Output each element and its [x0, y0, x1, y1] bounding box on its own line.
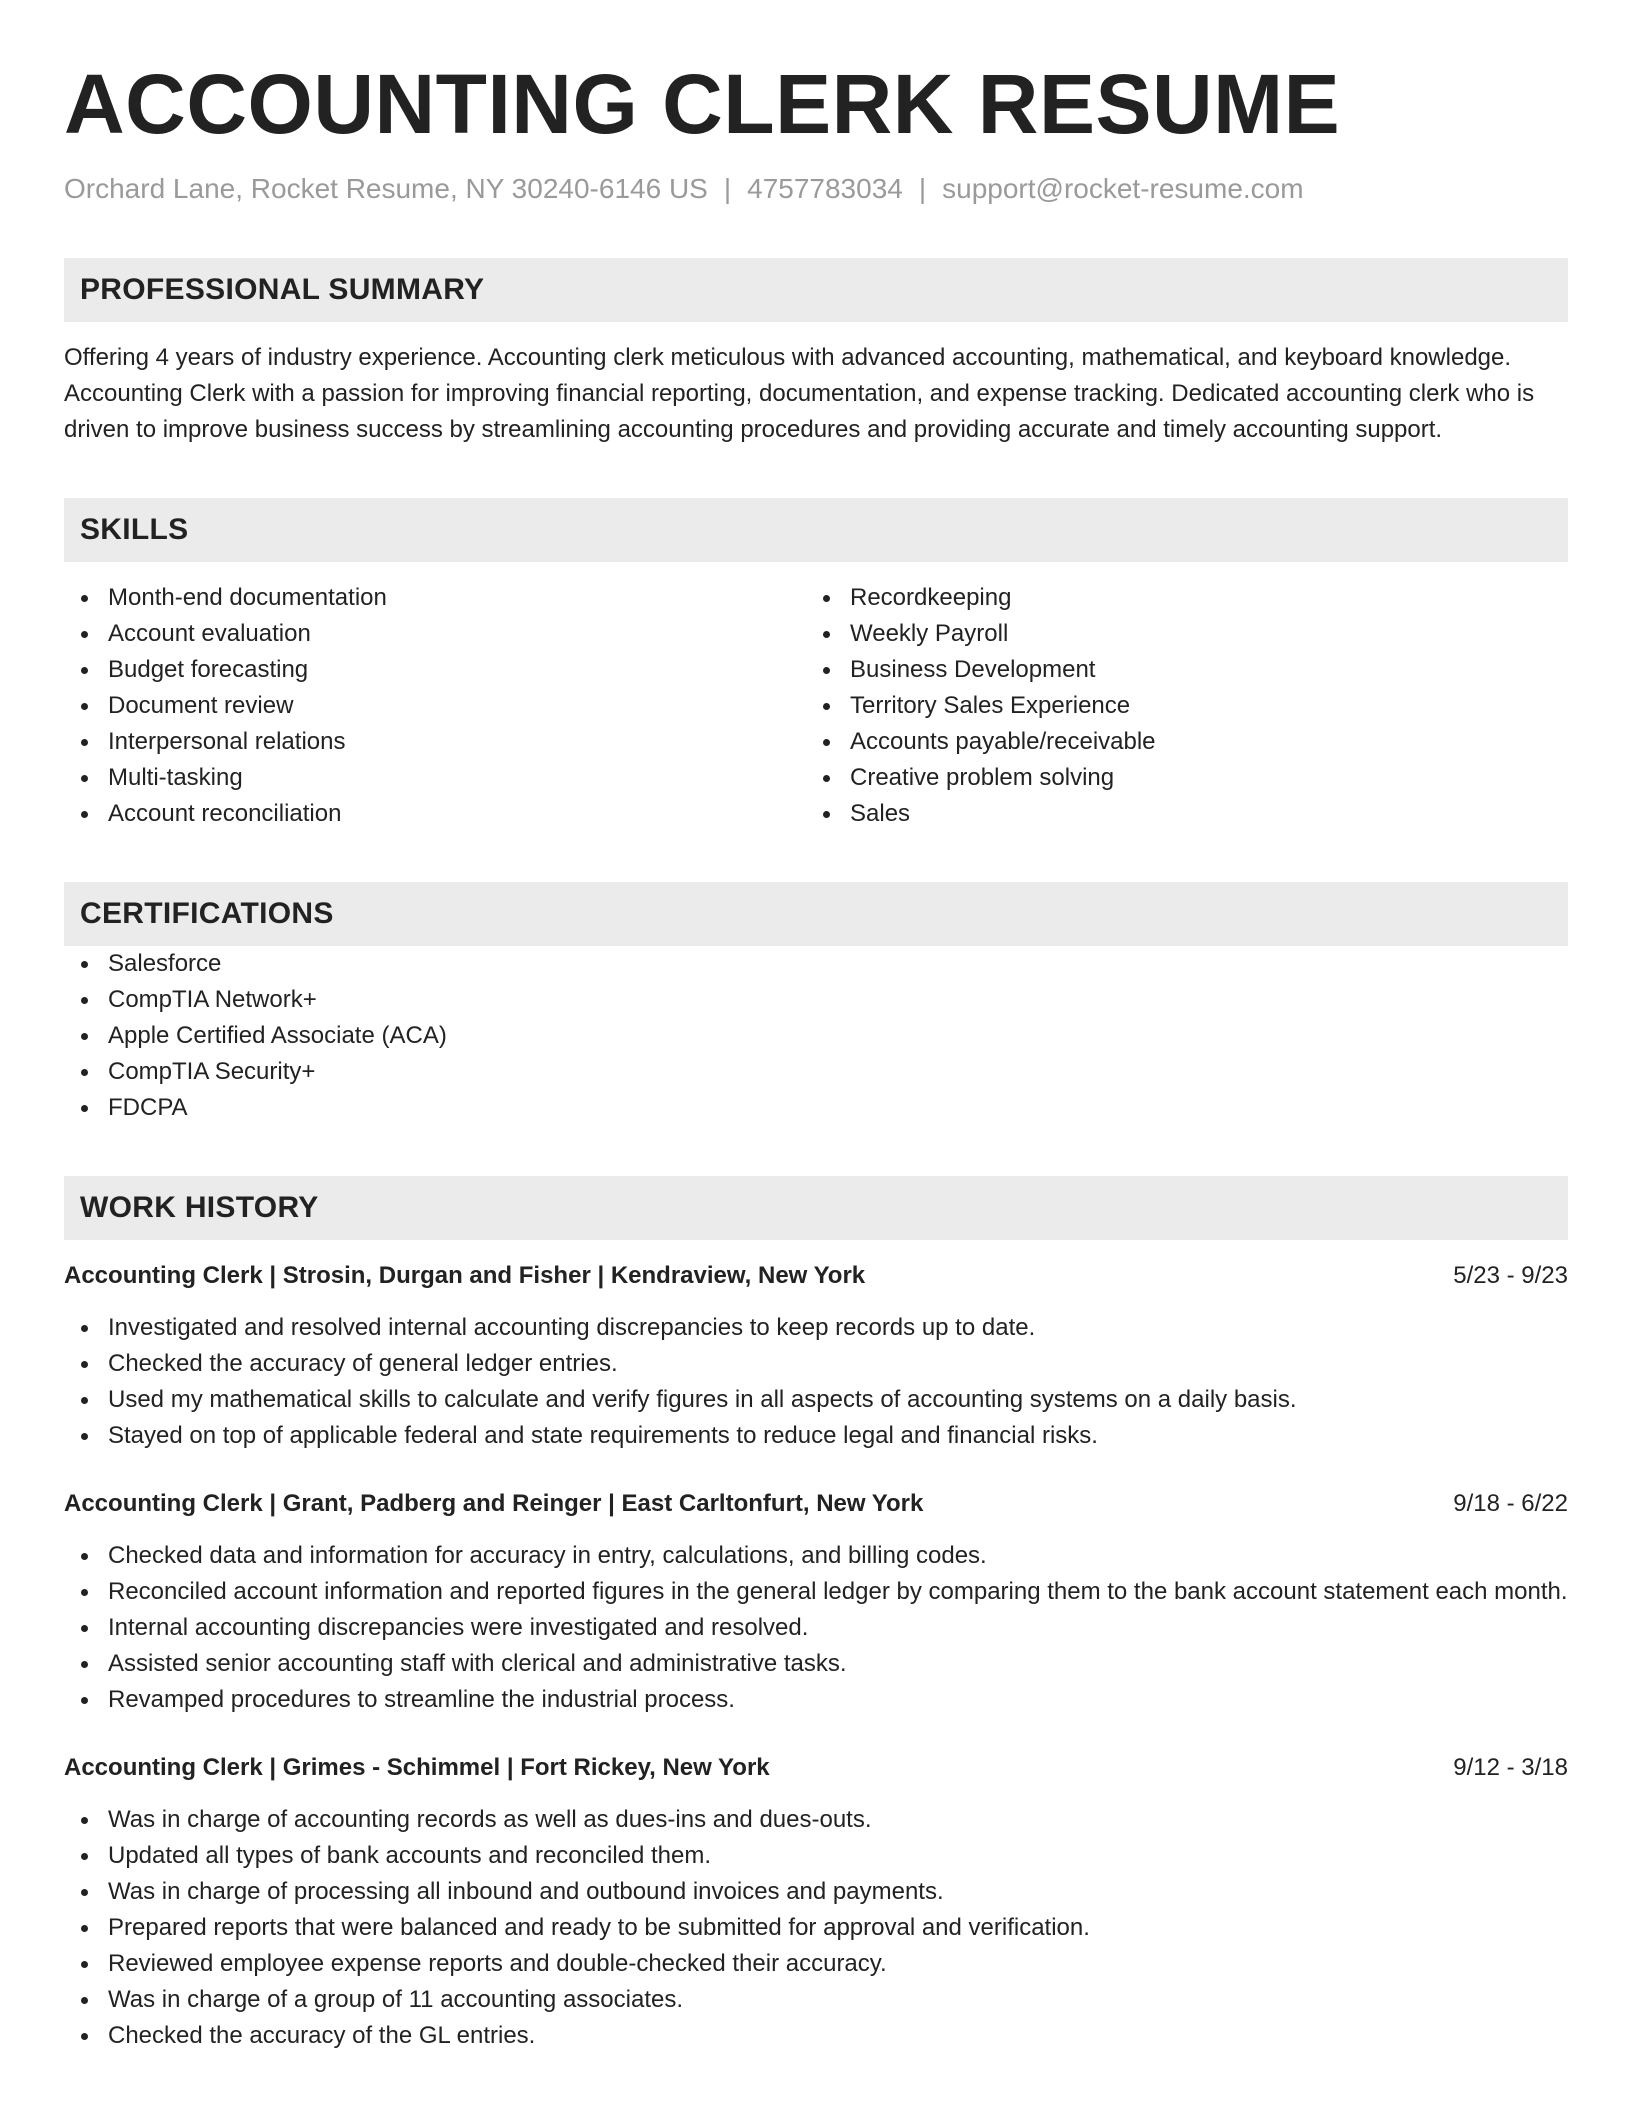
skill-item: Recordkeeping — [806, 580, 1548, 616]
contact-phone: 4757783034 — [747, 173, 903, 204]
work-heading: WORK HISTORY — [80, 1191, 319, 1224]
resume-title: ACCOUNTING CLERK RESUME — [64, 57, 1341, 151]
job-title: Accounting Clerk | Grimes - Schimmel | Fort Rickey, New York — [64, 1754, 770, 1781]
job-duty: Was in charge of accounting records as well as dues-ins and dues-outs. — [64, 1802, 1568, 1838]
contact-email: support@rocket-resume.com — [942, 173, 1304, 204]
skill-item: Multi-tasking — [64, 760, 806, 796]
skill-item: Account evaluation — [64, 616, 806, 652]
certification-item: CompTIA Security+ — [64, 1054, 1568, 1090]
job-entry — [64, 1486, 1568, 1718]
contact-separator: | — [918, 173, 927, 204]
contact-address: Orchard Lane, Rocket Resume, NY 30240-6146 US — [64, 173, 708, 204]
job-header — [64, 1486, 1568, 1522]
job-duty: Investigated and resolved internal accounting discrepancies to keep records up to date. — [64, 1310, 1568, 1346]
job-dates: 9/18 - 6/22 — [1453, 1490, 1568, 1517]
job-title: Accounting Clerk | Grant, Padberg and Reinger | East Carltonfurt, New York — [64, 1490, 924, 1517]
job-duty: Used my mathematical skills to calculate and verify figures in all aspects of accounting systems on a daily basis. — [64, 1382, 1568, 1418]
job-duty: Internal accounting discrepancies were investigated and resolved. — [64, 1610, 1568, 1646]
job-duty: Revamped procedures to streamline the industrial process. — [64, 1682, 1568, 1718]
job-duties — [64, 1802, 1568, 2054]
job-dates: 9/12 - 3/18 — [1453, 1754, 1568, 1781]
skills-list-right — [806, 580, 1548, 832]
job-duty: Checked data and information for accuracy in entry, calculations, and billing codes. — [64, 1538, 1568, 1574]
certification-item: CompTIA Network+ — [64, 982, 1568, 1018]
certifications-section-header — [64, 882, 1568, 946]
skills-heading: SKILLS — [80, 513, 189, 546]
skills-list-left — [64, 580, 806, 832]
skill-item: Month-end documentation — [64, 580, 806, 616]
certifications-list — [64, 946, 1568, 1126]
job-duty: Updated all types of bank accounts and reconciled them. — [64, 1838, 1568, 1874]
job-duty: Stayed on top of applicable federal and state requirements to reduce legal and financial risks. — [64, 1418, 1568, 1454]
job-duties — [64, 1310, 1568, 1454]
summary-text: Offering 4 years of industry experience. Accounting clerk meticulous with advanced accounting, mathematical, and keyboard knowledge. Accounting Clerk with a passion for improving financial reporting, documentation, and expense tracking. Dedicated accounting clerk who is driven to improve business success by streamlining accounting procedures and providing accurate and timely accounting support. — [64, 344, 1535, 443]
job-duty: Prepared reports that were balanced and ready to be submitted for approval and verification. — [64, 1910, 1568, 1946]
skill-item: Document review — [64, 688, 806, 724]
skill-item: Territory Sales Experience — [806, 688, 1548, 724]
job-title: Accounting Clerk | Strosin, Durgan and Fisher | Kendraview, New York — [64, 1262, 866, 1289]
job-entry — [64, 1258, 1568, 1454]
job-duty: Was in charge of processing all inbound and outbound invoices and payments. — [64, 1874, 1568, 1910]
contact-separator: | — [723, 173, 732, 204]
skill-item: Business Development — [806, 652, 1548, 688]
certification-item: FDCPA — [64, 1090, 1568, 1126]
job-duty: Was in charge of a group of 11 accounting associates. — [64, 1982, 1568, 2018]
skill-item: Creative problem solving — [806, 760, 1548, 796]
certifications-heading: CERTIFICATIONS — [80, 897, 334, 930]
certification-item: Apple Certified Associate (ACA) — [64, 1018, 1568, 1054]
job-header — [64, 1750, 1568, 1786]
skills-section-header — [64, 498, 1568, 562]
work-section-header — [64, 1176, 1568, 1240]
job-duty: Checked the accuracy of the GL entries. — [64, 2018, 1568, 2054]
summary-section-header — [64, 258, 1568, 322]
job-duty: Assisted senior accounting staff with clerical and administrative tasks. — [64, 1646, 1568, 1682]
job-duty: Reviewed employee expense reports and double-checked their accuracy. — [64, 1946, 1568, 1982]
skills-columns — [64, 580, 1568, 832]
job-dates: 5/23 - 9/23 — [1453, 1262, 1568, 1289]
skill-item: Sales — [806, 796, 1548, 832]
skill-item: Accounts payable/receivable — [806, 724, 1548, 760]
job-entry — [64, 1750, 1568, 2054]
job-duty: Checked the accuracy of general ledger entries. — [64, 1346, 1568, 1382]
contact-line — [64, 170, 1568, 208]
certification-item: Salesforce — [64, 946, 1568, 982]
skill-item: Budget forecasting — [64, 652, 806, 688]
skill-item: Account reconciliation — [64, 796, 806, 832]
job-header — [64, 1258, 1568, 1294]
skill-item: Interpersonal relations — [64, 724, 806, 760]
summary-heading: PROFESSIONAL SUMMARY — [80, 273, 485, 306]
job-duty: Reconciled account information and reported figures in the general ledger by comparing them to the bank account statement each month. — [64, 1574, 1568, 1610]
skill-item: Weekly Payroll — [806, 616, 1548, 652]
job-duties — [64, 1538, 1568, 1718]
